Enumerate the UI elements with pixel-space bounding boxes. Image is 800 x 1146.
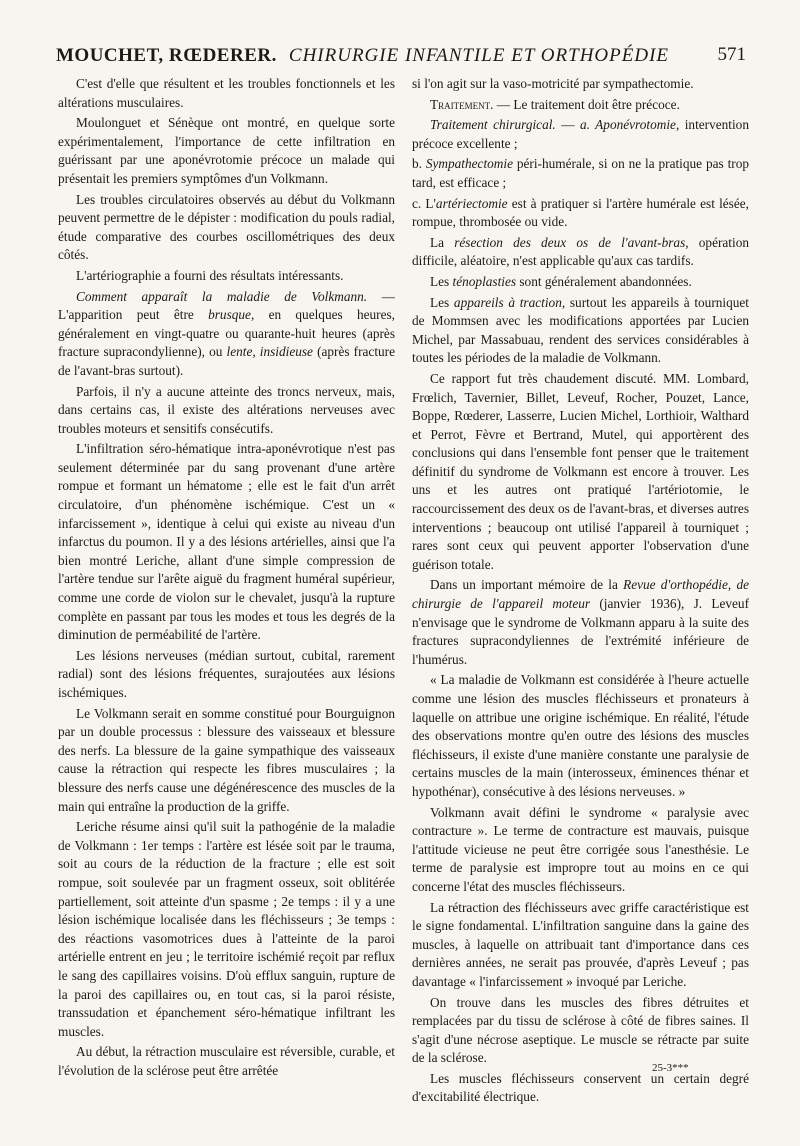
paragraph-text: est à pratiquer si l'artère humérale est lésée, rompue, thrombosée ou vide.	[412, 195, 749, 230]
right-column	[412, 75, 749, 1105]
paragraph-text: , en quelques heures, généralement en vingt-quatre ou quarante-huit heures (après fracture supracondylienne), ou	[58, 307, 395, 360]
paragraph-text: On trouve dans les muscles des fibres détruites et remplacées par du tissu de sclérose à côté de fibres saines. Il s'agit d'une nécrose aseptique. Le muscle se rétracte par suite de la sclérose.	[412, 994, 749, 1066]
paragraph	[412, 75, 749, 94]
paragraph-text: L'artériographie a fourni des résultats intéressants.	[76, 267, 344, 283]
paragraph	[58, 191, 395, 265]
paragraph	[412, 294, 749, 368]
paragraph-text: résection des deux os de l'avant-bras	[454, 234, 686, 250]
left-column	[58, 75, 395, 1105]
paragraph-text: appareils à traction	[453, 294, 562, 310]
paragraph-text: péri-humérale, si on ne la pratique pas trop tard, est efficace ;	[412, 156, 749, 190]
paragraph-text: Volkmann avait défini le syndrome « paralysie avec contracture ». Le terme de contracture est mauvais, puisque l'attitude vicieuse ne peut être corrigée sous l'anesthésie. Le terme de paralysie est impropre tout au moins en ce qui concerne l'état des muscles fléchisseurs.	[412, 804, 749, 894]
paragraph-text: Dans un important mémoire de la	[430, 577, 624, 593]
paragraph	[412, 234, 749, 271]
paragraph	[412, 155, 749, 192]
paragraph	[412, 116, 749, 153]
paragraph-text: Au début, la rétraction musculaire est réversible, curable, et l'évolution de la sclérose peut être arrêtée	[58, 1044, 395, 1078]
paragraph	[58, 818, 395, 1041]
paragraph-text: Le Volkmann serait en somme constitué pour Bourguignon par un double processus : blessure des vaisseaux et blessure des nerfs. La blessure de la gaine sympathique des vaisseaux cause la rétraction qui respecte les fibres musculaires ; la blessure des nerfs cause une dégénérescence des muscles de la main qui entraîne la production de la griffe.	[58, 705, 395, 814]
paragraph-text: si l'on agit sur la vaso-motricité par sympathectomie.	[412, 76, 694, 91]
running-header	[56, 40, 746, 70]
paragraph-text: lente, insidieuse	[226, 344, 313, 360]
paragraph	[58, 440, 395, 645]
paragraph-text: ténoplasties	[452, 273, 517, 289]
paragraph	[412, 370, 749, 575]
paragraph-text: Revue d'orthopédie, de chirurgie de l'appareil moteur	[412, 577, 749, 612]
paragraph-text: artériectomie	[435, 195, 508, 211]
paragraph-text: Leriche résume ainsi qu'il suit la pathogénie de la maladie de Volkmann : 1er temps : l'artère est lésée soit par le trauma, soit au cours de la réduction de la fracture ; elle est soit rompue, soit soulevée par un fragment osseux, soit oblitérée partiellement, soit atteinte d'un spasme ; 2e temps : il y a une lésion ischémique localisée dans les fléchisseurs ; 3e temps : des réactions vasomotrices dues à l'atteinte de la paroi artérielle entrent en jeu ; le territoire ischémié reçoit par reflux le sang des capillaires voisins. D'où efflux sanguin, rupture de la paroi des capillaires ou, en tout cas, si la paroi résiste, transsudation et épanchement séro-hématique infiltrant les muscles.	[58, 819, 395, 1039]
paragraph-text: Ce rapport fut très chaudement discuté. MM. Lombard, Frœlich, Tavernier, Billet, Leveuf, Rocher, Pouzet, Lance, Boppe, Rœderer, Lasserre, Lucien Michel, Lorthioir, Walthard et Perrot, Fèvre et Bertrand, Mutel, qui apportèrent des conclusions qui dans l'ensemble font penser que le traitement définitif du syndrome de Volkmann est encore à trouver. Les uns et les autres ont pratiqué l'artériotomie, le raccourcissement des deux os de l'avant-bras, et diverses autres interventions ; beaucoup ont utilisé l'appareil à tourniquet ; rares sont ceux qui peuvent apporter l'observation d'une guérison totale.	[412, 370, 749, 572]
paragraph-text: brusque	[208, 307, 251, 323]
paragraph-text: Comment apparaît la maladie de Volkmann.	[76, 288, 368, 304]
header-title: CHIRURGIE INFANTILE ET ORTHOPÉDIE	[288, 45, 669, 66]
paragraph	[412, 576, 749, 669]
paragraph	[58, 705, 395, 817]
paragraph-text: Les	[430, 273, 453, 289]
paragraph-text: , opération difficile, aléatoire, n'est applicable qu'aux cas tardifs.	[412, 234, 749, 269]
paragraph-text: (après fracture de l'avant-bras surtout).	[58, 344, 395, 378]
page-number: 571	[717, 44, 746, 65]
paragraph-text: « La maladie de Volkmann est considérée à l'heure actuelle comme une lésion des muscles fléchisseurs et pronateurs à laquelle on attribue une origine ischémique. En réalité, l'étude des observations montre qu'en outre des lésions des muscles fléchisseurs, il existe d'une manière constante une paralysie de certains muscles de la main (interosseux, éminences thénar et hypothénar), consécutive à des lésions nerveuses. »	[412, 672, 749, 799]
paragraph	[412, 96, 749, 115]
paragraph-text: L'infiltration séro-hématique intra-aponévrotique n'est pas seulement déterminée par du sang provenant d'une artère rompue et formant un hématome ; elle est le fait d'un arrêt circulatoire, d'un phénomène ischémique. C'est un « infarcissement », identique à celui qui existe au niveau d'un infarctus du poumon. Il y a des lésions artérielles, ainsi que l'a bien montré Leriche, allant d'une simple compression de l'artère tendue sur l'arête aiguë du fragment huméral supérieur, comme une corde de violon sur le chevalet, jusqu'à la rupture complète en passant par tous les modes et tous les degrés de la diminution de perméabilité de l'artère.	[58, 441, 395, 643]
paragraph	[58, 383, 395, 439]
paragraph	[412, 671, 749, 801]
paragraph-text: Traitement chirurgical.	[430, 117, 556, 133]
paragraph-text: Les	[430, 294, 454, 310]
paragraph	[412, 1070, 749, 1105]
paragraph-text: —	[555, 117, 580, 133]
paragraph	[58, 1043, 395, 1080]
paragraph-text: a. Aponévrotomie	[579, 117, 676, 133]
paragraph-text: , intervention précoce excellente ;	[412, 117, 749, 151]
paragraph	[412, 899, 749, 992]
paragraph	[412, 273, 749, 292]
paragraph	[58, 75, 395, 112]
paragraph-text: — Le traitement doit être précoce.	[493, 96, 680, 112]
paragraph-text: Sympathectomie	[425, 156, 513, 172]
paragraph	[58, 647, 395, 703]
paragraph-text: Traitement.	[430, 96, 494, 112]
paragraph-text: Les muscles fléchisseurs conservent un certain degré d'excitabilité électrique.	[412, 1070, 749, 1105]
paragraph-text: b.	[412, 156, 426, 172]
paragraph-text: C'est d'elle que résultent et les troubles fonctionnels et les altérations musculaires.	[58, 76, 395, 110]
paragraph	[412, 804, 749, 897]
paragraph-text: La rétraction des fléchisseurs avec griffe caractéristique est le signe fondamental. L'infiltration sanguine dans la gaine des muscles, à laquelle on attribuait tant d'importance dans ces dernières années, ne serait pas prouvée, d'après Leveuf ; pas davantage « l'infarcissement » invoqué par Leriche.	[412, 899, 749, 989]
paragraph-text: c. L'	[412, 195, 436, 211]
paragraph	[58, 267, 395, 286]
paragraph	[412, 994, 749, 1068]
paragraph	[58, 114, 395, 188]
paragraph-text: Les troubles circulatoires observés au début du Volkmann peuvent permettre de le dépister : modification du pouls radial, étude comparative des courbes oscillométriques des deux côtés.	[58, 191, 395, 263]
paragraph-text: La	[430, 234, 455, 250]
paragraph-text: (janvier 1936), J. Leveuf n'envisage que le syndrome de Volkmann apparu à la suite des fractures supracondyliennes de l'extrémité inférieure de l'humérus.	[412, 596, 749, 667]
paragraph-text: — L'apparition peut être	[58, 288, 395, 323]
header-authors: MOUCHET, RŒDERER.	[56, 45, 277, 66]
paragraph-text: Moulonguet et Sénèque ont montré, en quelque sorte expérimentalement, l'importance de cette infiltration en guérissant par une aponévrotomie précoce un malade qui présentait les premiers symptômes d'un Volkmann.	[58, 115, 395, 186]
paragraph-text: sont généralement abandonnées.	[516, 273, 692, 289]
paragraph	[58, 288, 395, 381]
paragraph-text: Parfois, il n'y a aucune atteinte des troncs nerveux, mais, dans certains cas, il existe des altérations nerveuses avec troubles moteurs et sensitifs consécutifs.	[58, 383, 395, 436]
paragraph-text: , surtout les appareils à tourniquet de Mommsen avec les modifications apportées par Lucien Michel, par Massabuau, rendent des services considérables à toutes les périodes de la maladie de Volkmann.	[412, 294, 749, 366]
paragraph	[412, 195, 749, 232]
paragraph-text: Les lésions nerveuses (médian surtout, cubital, rarement radial) sont des lésions fréquentes, surajoutées aux lésions ischémiques.	[58, 647, 395, 700]
printer-signature: 25-3***	[652, 1062, 689, 1074]
